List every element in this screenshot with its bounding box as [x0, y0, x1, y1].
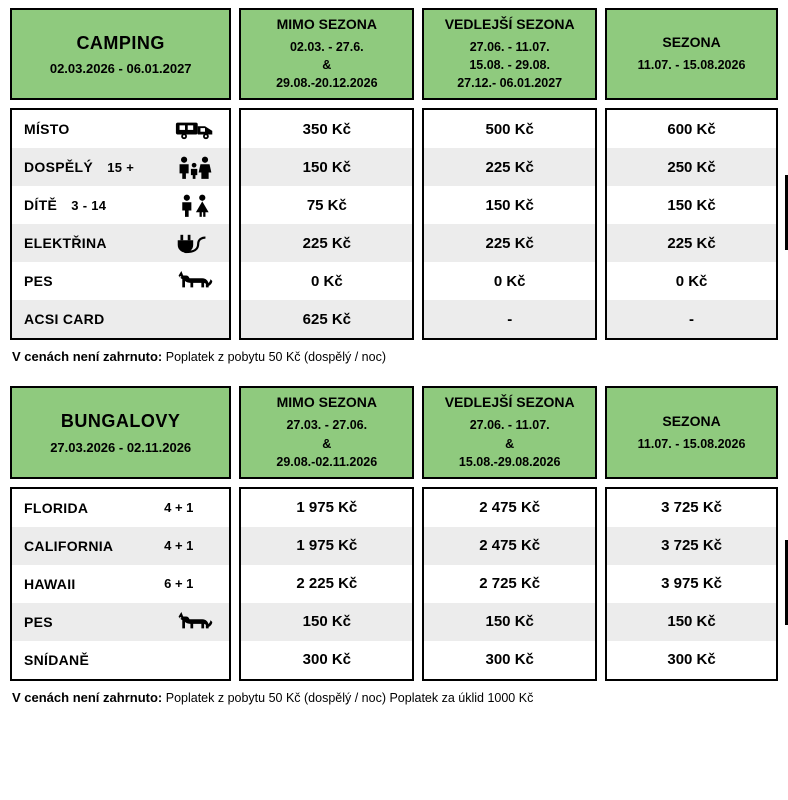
camping-item-label-5: PES	[24, 273, 53, 290]
table-row	[12, 186, 229, 224]
camping-prices-mimo-sezona	[239, 108, 414, 340]
table-row	[12, 641, 229, 679]
bungalovy-prices-sezona	[605, 487, 778, 681]
camping-item-qty-2: 15 +	[107, 160, 135, 176]
bungalovy-season-1-name: MIMO SEZONA	[276, 394, 377, 411]
empty-icon	[175, 305, 215, 333]
price-cell: 225 Kč	[607, 224, 776, 262]
table-row	[12, 300, 229, 338]
price-cell: -	[424, 300, 595, 338]
table-row	[12, 262, 229, 300]
bungalovy-season-2-line-1: 27.06. - 11.07.	[469, 418, 550, 433]
bungalovy-season-2-line-2: &	[505, 436, 515, 451]
table-row	[12, 565, 229, 603]
camping-season-1	[239, 8, 414, 100]
children-icon	[175, 191, 215, 219]
dog-icon	[175, 267, 215, 295]
camping-item-label-3-text: DÍTĚ	[24, 197, 58, 214]
price-cell: 625 Kč	[241, 300, 412, 338]
adults-icon	[175, 153, 215, 181]
camping-items-column	[10, 108, 231, 340]
price-cell: 0 Kč	[424, 262, 595, 300]
camping-item-label-4: ELEKTŘINA	[24, 235, 107, 252]
price-cell: 0 Kč	[241, 262, 412, 300]
camping-section	[10, 8, 778, 364]
price-cell: 75 Kč	[241, 186, 412, 224]
camping-item-label-2	[24, 159, 156, 175]
bungalovy-title-box	[10, 386, 231, 478]
price-cell: 150 Kč	[424, 186, 595, 224]
camping-title: CAMPING	[76, 32, 165, 53]
price-cell: 225 Kč	[241, 224, 412, 262]
camping-note-text: Poplatek z pobytu 50 Kč (dospělý / noc)	[165, 350, 386, 365]
bungalovy-season-3-line-1: 11.07. - 15.08.2026	[637, 436, 746, 451]
bungalovy-section	[10, 386, 778, 704]
bungalovy-note	[10, 690, 778, 705]
price-cell: 3 725 Kč	[607, 527, 776, 565]
camping-season-1-name: MIMO SEZONA	[276, 16, 377, 32]
bungalovy-season-2	[422, 386, 597, 478]
table-row	[12, 110, 229, 148]
price-cell: 150 Kč	[241, 603, 412, 641]
dog-icon	[175, 608, 215, 636]
bungalovy-prices-vedlejsi-sezona	[422, 487, 597, 681]
bungalovy-item-label-2: CALIFORNIA	[24, 537, 114, 554]
bungalovy-season-1	[239, 386, 414, 478]
camping-note-bold: V cenách není zahrnuto:	[12, 349, 163, 365]
camping-season-3	[605, 8, 778, 100]
bungalovy-item-label-3: HAWAII	[24, 575, 76, 592]
bungalovy-item-label-5: SNÍDANĚ	[24, 651, 90, 668]
bungalovy-items-column	[10, 487, 231, 681]
price-cell: -	[607, 300, 776, 338]
price-cell: 1 975 Kč	[241, 489, 412, 527]
camping-item-label-1: MÍSTO	[24, 121, 70, 138]
price-cell: 0 Kč	[607, 262, 776, 300]
price-cell: 500 Kč	[424, 110, 595, 148]
price-cell: 3 975 Kč	[607, 565, 776, 603]
price-cell: 2 475 Kč	[424, 527, 595, 565]
price-cell: 600 Kč	[607, 110, 776, 148]
camping-season-2-line-1: 27.06. - 11.07.	[469, 40, 550, 54]
camping-item-qty-3: 3 - 14	[71, 198, 107, 214]
bungalovy-table	[10, 487, 778, 681]
price-cell: 150 Kč	[607, 186, 776, 224]
price-cell: 250 Kč	[607, 148, 776, 186]
table-row	[12, 489, 229, 527]
camping-prices-vedlejsi-sezona	[422, 108, 597, 340]
price-cell: 300 Kč	[607, 641, 776, 679]
bungalovy-item-qty-3: 6 + 1	[164, 576, 194, 592]
table-row	[12, 224, 229, 262]
camping-season-2	[422, 8, 597, 100]
table-row	[12, 527, 229, 565]
price-cell: 150 Kč	[424, 603, 595, 641]
bungalovy-note-bold: V cenách není zahrnuto:	[12, 689, 163, 705]
camping-date-range: 02.03.2026 - 06.01.2027	[49, 61, 192, 77]
camping-table	[10, 108, 778, 340]
bungalovy-season-1-line-1: 27.03. - 27.06.	[286, 418, 368, 433]
price-cell: 2 725 Kč	[424, 565, 595, 603]
price-cell: 150 Kč	[607, 603, 776, 641]
camping-season-3-name: SEZONA	[662, 34, 721, 51]
price-cell: 300 Kč	[241, 641, 412, 679]
camping-season-1-line-1: 02.03. - 27.6.	[289, 40, 364, 54]
camping-title-box	[10, 8, 231, 100]
camping-season-2-line-3: 27.12.- 06.01.2027	[457, 76, 563, 91]
price-cell: 3 725 Kč	[607, 489, 776, 527]
table-row	[12, 603, 229, 641]
bungalovy-title: BUNGALOVY	[60, 411, 181, 432]
price-cell: 300 Kč	[424, 641, 595, 679]
camping-header-row	[10, 8, 778, 100]
camping-season-1-line-2: &	[322, 58, 332, 73]
section-spacer	[10, 364, 778, 386]
camping-season-2-name: VEDLEJŠÍ SEZONA	[444, 16, 575, 32]
price-cell: 2 475 Kč	[424, 489, 595, 527]
bungalovy-season-1-line-3: 29.08.-02.11.2026	[276, 454, 378, 469]
bungalovy-season-2-name: VEDLEJŠÍ SEZONA	[444, 394, 575, 411]
camping-item-label-2-text: DOSPĚLÝ	[24, 159, 94, 176]
camping-item-label-3	[24, 197, 128, 213]
bungalovy-item-label-1: FLORIDA	[24, 499, 89, 516]
camping-season-1-line-3: 29.08.-20.12.2026	[276, 76, 378, 91]
bungalovy-season-3-name: SEZONA	[662, 412, 721, 429]
price-cell: 150 Kč	[241, 148, 412, 186]
plug-icon	[175, 229, 215, 257]
bungalovy-item-qty-1: 4 + 1	[164, 500, 194, 516]
price-cell: 1 975 Kč	[241, 527, 412, 565]
bungalovy-header-row	[10, 386, 778, 478]
price-cell: 2 225 Kč	[241, 565, 412, 603]
camping-item-label-6: ACSI CARD	[24, 311, 105, 328]
camping-prices-sezona	[605, 108, 778, 340]
camping-note	[10, 349, 778, 364]
bungalovy-item-label-4: PES	[24, 613, 53, 630]
bungalovy-season-1-line-2: &	[322, 436, 332, 451]
bungalovy-note-text: Poplatek z pobytu 50 Kč (dospělý / noc) Poplatek za úklid 1000 Kč	[165, 690, 534, 705]
price-cell: 225 Kč	[424, 148, 595, 186]
bungalovy-prices-mimo-sezona	[239, 487, 414, 681]
camping-season-2-line-2: 15.08. - 29.08.	[469, 58, 550, 73]
caravan-icon	[175, 115, 215, 143]
camping-season-3-line-1: 11.07. - 15.08.2026	[637, 58, 746, 73]
bungalovy-season-2-line-3: 15.08.-29.08.2026	[458, 454, 561, 469]
bungalovy-date-range: 27.03.2026 - 02.11.2026	[50, 439, 192, 455]
table-row	[12, 148, 229, 186]
bungalovy-season-3	[605, 386, 778, 478]
price-cell: 225 Kč	[424, 224, 595, 262]
bungalovy-item-qty-2: 4 + 1	[164, 538, 194, 554]
price-cell: 350 Kč	[241, 110, 412, 148]
